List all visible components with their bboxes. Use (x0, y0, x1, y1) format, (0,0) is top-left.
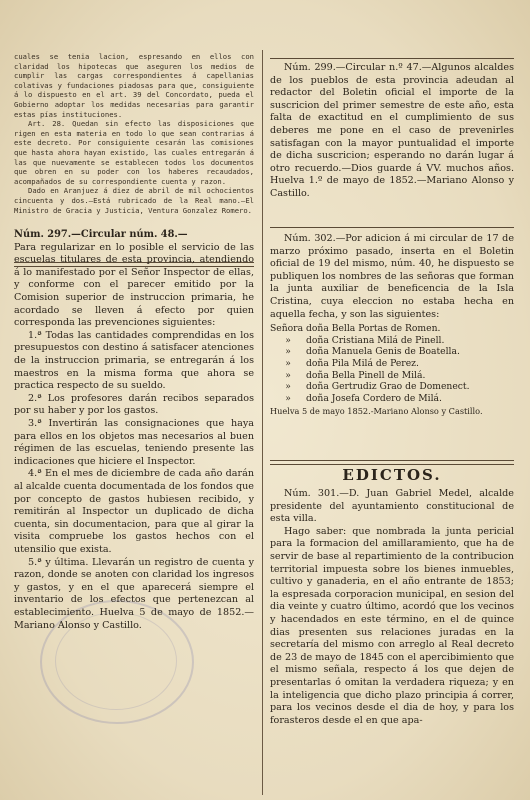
provision-3: 3.ª Invertirán las consignaciones que haya para ellos en los objetos mas necesarios al buen régimen de las escuelas, teniendo presente las indicaciones que hiciere el Inspector. (14, 418, 254, 467)
provision-5: 5.ª y última. Llevarán un registro de cuenta y razon, donde se anoten con claridad los ingresos y gastos, y en el que aparecerá siempre el inventario de los efectos que pertenezcan al establecimiento. Huelva 5 de mayo de 1852.—Mariano Alonso y Castillo. (14, 556, 254, 631)
edict-301-heading: Núm. 301.—D. Juan Gabriel Medel, alcalde presidente del ayuntamiento constitucional de esta villa. (270, 488, 514, 525)
list-item: » doña Manuela Genis de Boatella. (285, 346, 460, 358)
notice-302-block (270, 233, 514, 417)
circular-297-heading: Núm. 297.—Circular núm. 48.— (14, 229, 188, 241)
edictos-heading: EDICTOS. (342, 466, 442, 484)
continuation-text: cuales se tenia lacion, espresando en ellos con claridad los hipotecas que aseguren los medios de cumplir las cargas correspondientes á capellanias colativas y fundaciones piadosas para que, consiguiente á lo dispuesto en el art. 39 del Concordato, pueda el Gobierno adoptar los medidas necesarias para garantir estas pías instituciones. (14, 52, 254, 119)
provision-4: 4.ª En el mes de diciembre de cada año darán al alcalde cuenta documentada de los fondos que por concepto de gastos hubiesen recibido, y remitirán al Inspector un duplicado de dicha cuenta, sin documentacion, para que al girar la visita compruebe los gastos hechos con el utensilio que exista. (14, 468, 254, 555)
section-divider-top-right (270, 58, 514, 59)
list-item: » doña Bella Pinell de Milá. (285, 369, 426, 381)
list-item: » doña Josefa Cordero de Milá. (285, 392, 442, 404)
decree-signature: Dado en Aranjuez á diez de abril de mil ochocientos cincuenta y dos.—Está rubricado de la Real mano.—El Ministro de Gracia y Justicia, Ventura Gonzalez Romero. (14, 186, 254, 215)
ladies-list (270, 323, 514, 404)
column-divider (262, 50, 263, 795)
edict-301-text: Hago saber: que nombrada la junta pericial para la formacion del amillaramiento, que ha de servir de base al repartimiento de la contribucion territorial impuesta sobre los bienes inmuebles, cultivo y ganaderia, en el año entrante de 1853; la espresada corporacion municipal, en sesion del dia veinte y cuatro último, acordó que los vecinos y hacendados en este término, en el de quince dias presenten sus relaciones juradas en la secretaría del mismo con arreglo al Real decreto de 23 de mayo de 1845 con el apercibimiento que el mismo señala, respecto á los que dejen de presentarlas ó omitan la verdadera riqueza; y en la inteligencia que dicho plazo principia á correr, para los vecinos desde el dia de hoy, y para los forasteros desde el en que apa- (270, 525, 514, 726)
list-item: » doña Pila Milá de Perez. (285, 357, 419, 369)
circular-299: Núm. 299.—Circular n.º 47.—Algunos alcaldes de los pueblos de esta provincia adeudan al redactor del Boletin oficial el importe de la suscricion del primer semestre de este año, esta falta de exactitud en el cumplimiento de sus deberes me pone en el caso de prevenirles satisfagan con la mayor puntualidad el importe de dicha suscricion; esperando no darán lugar á otro recuerdo.—Dios guarde á VV. muchos años. Huelva 1.º de mayo de 1852.—Mariano Alonso y Castillo. (270, 62, 514, 199)
notice-302-signature: Huelva 5 de mayo 1852.-Mariano Alonso y Castillo. (270, 406, 483, 417)
list-item: » doña Gertrudiz Grao de Domenect. (285, 381, 470, 393)
section-divider-edictos (270, 460, 514, 465)
circular-297-intro: Para regularizar en lo posible el servicio de las escuelas titulares de esta provincia, atendiendo á lo manifestado por el Señor Inspector de ellas, y conforme con el parecer emitido por la Comision superior de instruccion primaria, he acordado se lleven á efecto por quien corresponda las prevenciones siguientes: (14, 241, 254, 329)
list-item: Señora doña Bella Portas de Romen. (270, 323, 441, 335)
edict-301-block (270, 488, 514, 727)
article-28: Art. 28. Quedan sin efecto las disposiciones que rigen en esta materia en todo lo que sean contrarias á este decreto. Por consiguiente cesarán las comisiones que hasta ahora hayan existido, las cuales entregarán á las que nuevamente se establecen todos los documentos que obren en su poder con los haberes recaudados, acompañados de su correspondiente cuenta y razon. (14, 119, 254, 186)
provision-2: 2.ª Los profesores darán recibos separados por su haber y por los gastos. (14, 392, 254, 417)
provision-1: 1.ª Todas las cantidades comprendidas en los presupuestos con destino á satisfacer atenciones de la instruccion primaria, se entregarán á los maestros en la misma forma que ahora se practica respecto de su sueldo. (14, 329, 254, 392)
list-item: » doña Cristiana Milá de Pinell. (285, 334, 445, 346)
notice-302: Núm. 302.—Por adicion á mi circular de 17 de marzo próximo pasado, inserta en el Boletin oficial de 19 del mismo, núm. 40, he dispuesto se publiquen los nombres de las señoras que forman la junta auxiliar de beneficencia de la Isla Cristina, cuya eleccion no estaba hecha en aquella fecha, y son las siguientes: (270, 233, 514, 320)
left-column (14, 52, 254, 632)
section-divider-mid-right (270, 227, 514, 228)
right-column (270, 62, 514, 201)
